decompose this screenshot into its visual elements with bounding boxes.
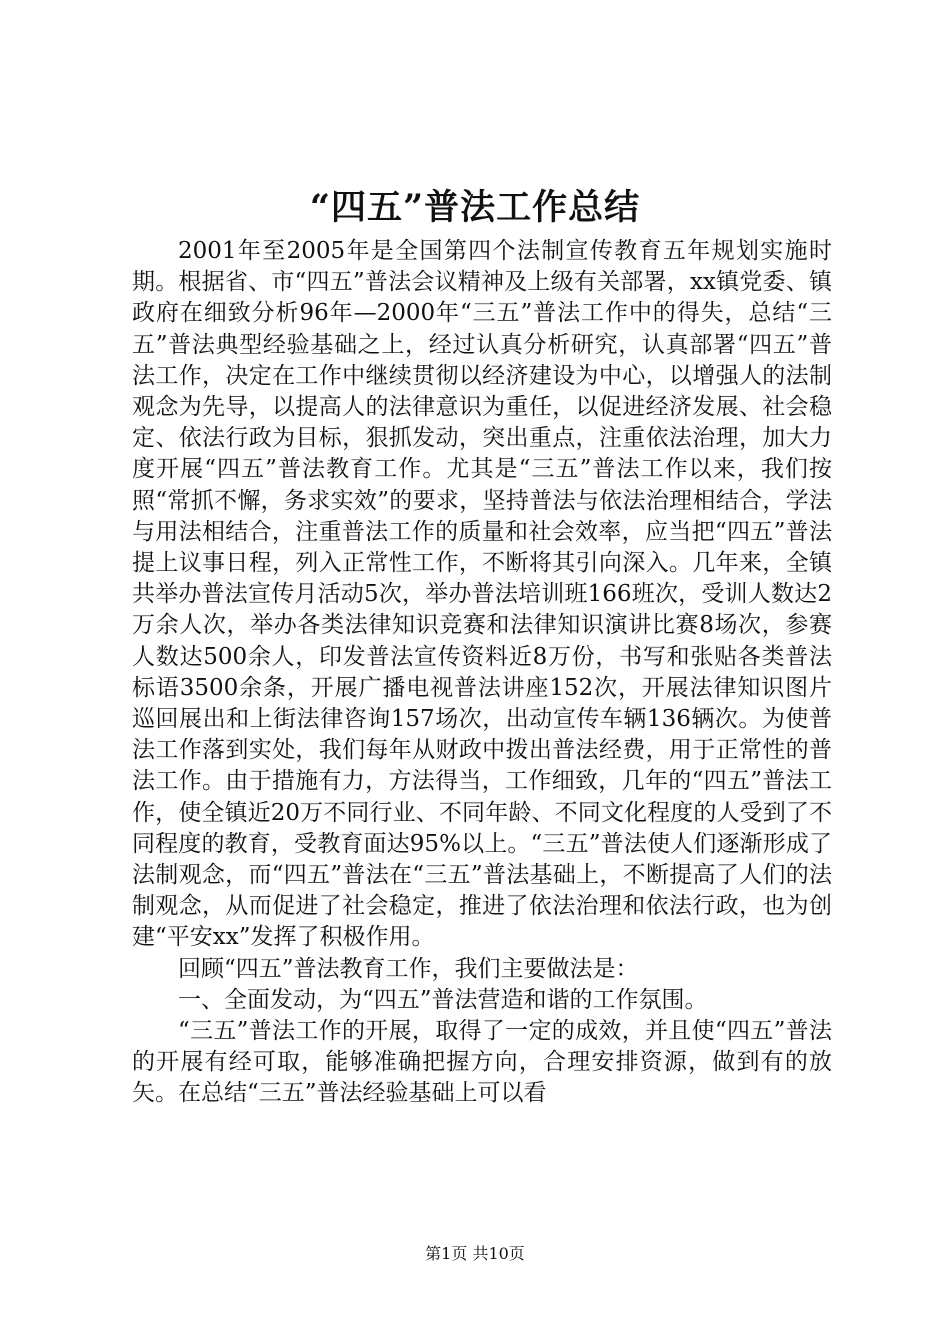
document-body xyxy=(132,236,832,1110)
paragraph-section-1: “三五”普法工作的开展，取得了一定的成效，并且使“四五”普法的开展有经可取，能够准确把握方向，合理安排资源，做到有的放矢。在总结“三五”普法经验基础上可以看 xyxy=(132,1018,832,1107)
paragraph-intro: 2001年至2005年是全国第四个法制宣传教育五年规划实施时期。根据省、市“四五”普法会议精神及上级有关部署，xx镇党委、镇政府在细致分析96年—2000年“三五”普法工作中的得失，总结“三五”普法典型经验基础之上，经过认真分析研究，认真部署“四五”普法工作，决定在工作中继续贯彻以经济建设为中心，以增强人的法制观念为先导，以提高人的法律意识为重任，以促进经济发展、社会稳定、依法行政为目标，狠抓发动，突出重点，注重依法治理，加大力度开展“四五”普法教育工作。尤其是“三五”普法工作以来，我们按照“常抓不懈，务求实效”的要求，坚持普法与依法治理相结合，学法与用法相结合，注重普法工作的质量和社会效率，应当把“四五”普法提上议事日程，列入正常性工作，不断将其引向深入。几年来，全镇共举办普法宣传月活动5次，举办普法培训班166班次，受训人数达2万余人次，举办各类法律知识竞赛和法律知识演讲比赛8场次，参赛人数达500余人，印发普法宣传资料近8万份，书写和张贴各类普法标语3500余条，开展广播电视普法讲座152次，开展法律知识图片巡回展出和上街法律咨询157场次，出动宣传车辆136辆次。为使普法工作落到实处，我们每年从财政中拨出普法经费，用于正常性的普法工作。由于措施有力，方法得当，工作细致，几年的“四五”普法工作，使全镇近20万不同行业、不同年龄、不同文化程度的人受到了不同程度的教育，受教育面达95%以上。“三五”普法使人们逐渐形成了法制观念，而“四五”普法在“三五”普法基础上，不断提高了人们的法制观念，从而促进了社会稳定，推进了依法治理和依法行政，也为创建“平安xx”发挥了积极作用。 xyxy=(132,238,832,951)
section-heading-1: 一、全面发动，为“四五”普法营造和谐的工作氛围。 xyxy=(178,986,708,1013)
page-number-footer: 第1页 共10页 xyxy=(425,1244,525,1263)
document-title: “四五”普法工作总结 xyxy=(309,187,641,228)
paragraph-review: 回顾“四五”普法教育工作，我们主要做法是： xyxy=(178,955,639,982)
